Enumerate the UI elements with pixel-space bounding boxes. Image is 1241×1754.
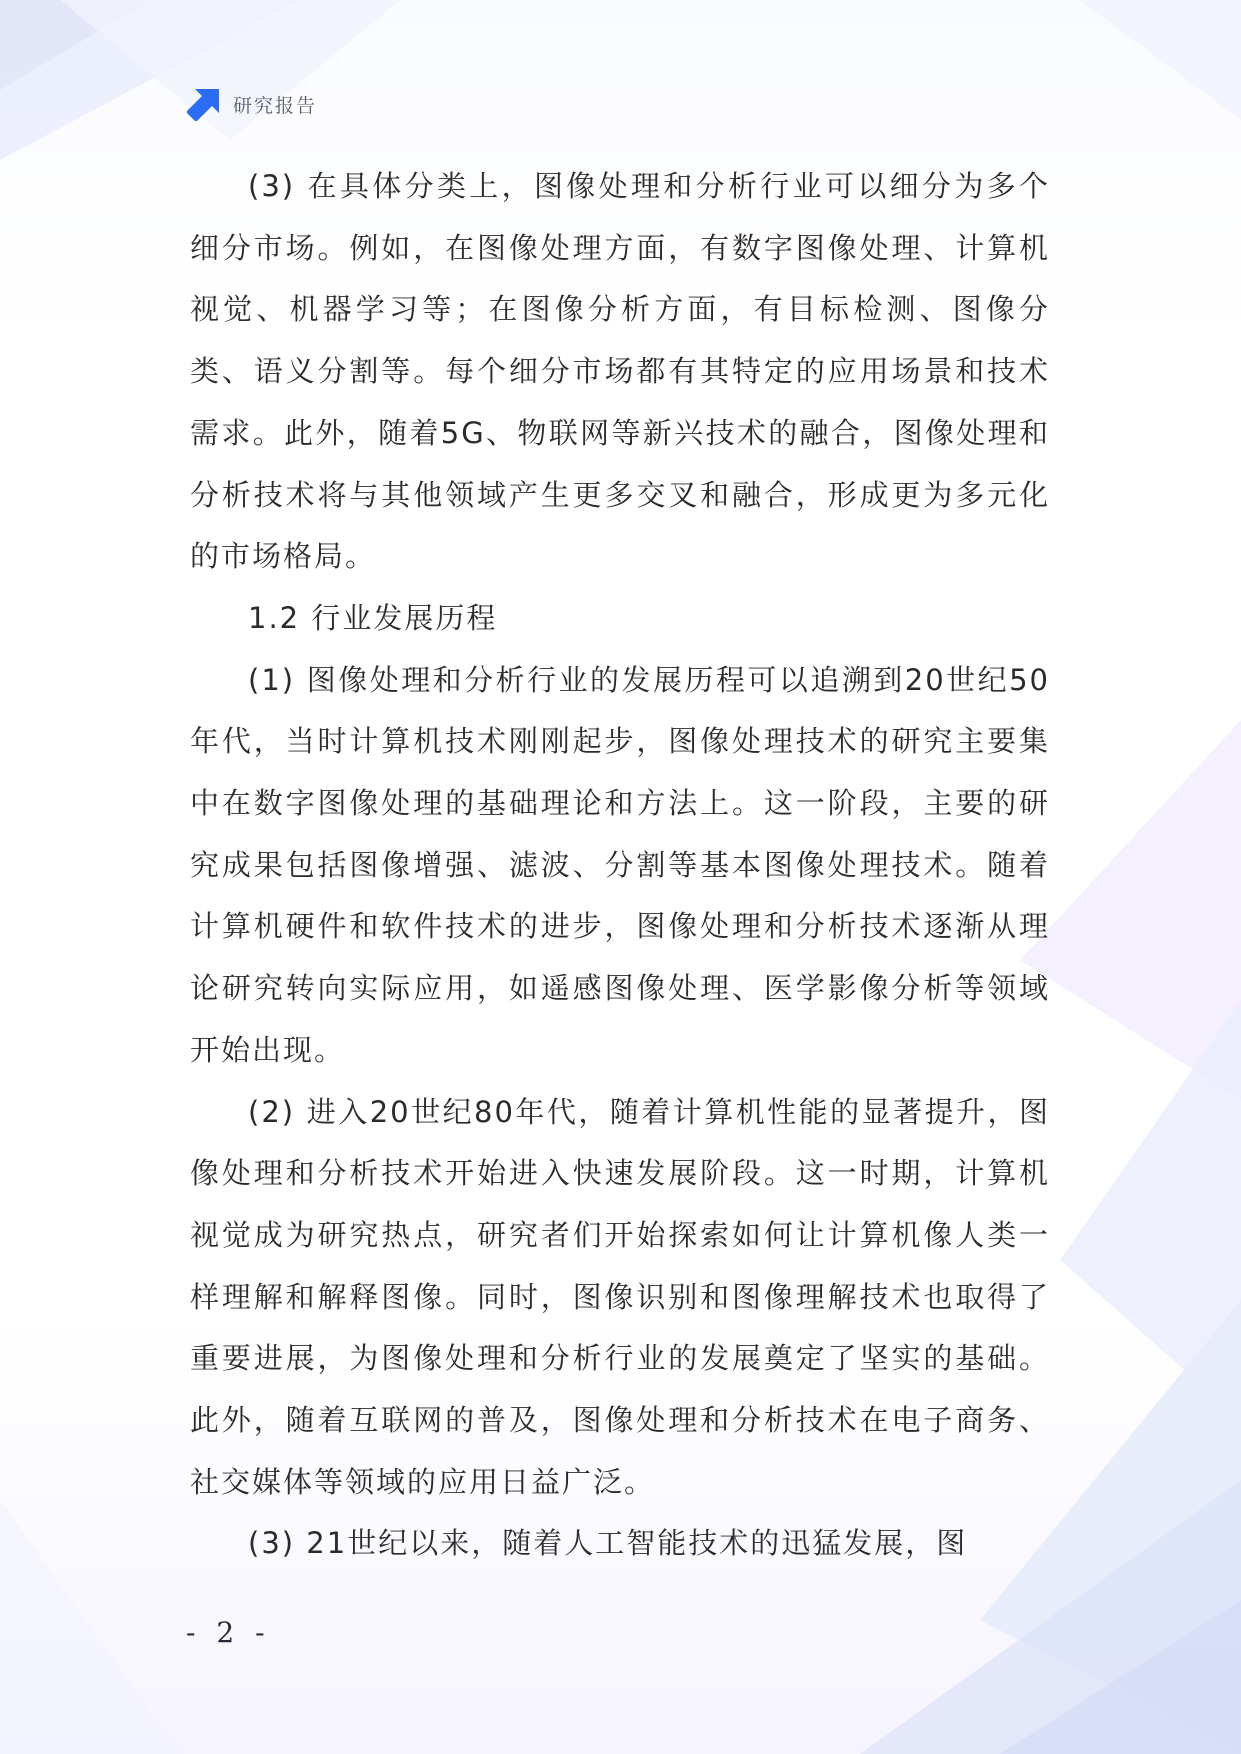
paragraph-history-1980s: (2) 进入20世纪80年代，随着计算机性能的显著提升，图像处理和分析技术开始进入快速发展阶段。这一时期，计算机视觉成为研究热点，研究者们开始探索如何让计算机像人类一样理解和解释图像。同时，图像识别和图像理解技术也取得了重要进展，为图像处理和分析行业的发展奠定了坚实的基础。此外，随着互联网的普及，图像处理和分析技术在电子商务、社交媒体等领域的应用日益广泛。 (190, 1094, 1050, 1499)
paragraph-history-origins: (1) 图像处理和分析行业的发展历程可以追溯到20世纪50年代，当时计算机技术刚刚起步，图像处理技术的研究主要集中在数字图像处理的基础理论和方法上。这一阶段，主要的研究成果包括图像增强、滤波、分割等基本图像处理技术。随着计算机硬件和软件技术的进步，图像处理和分析技术逐渐从理论研究转向实际应用，如遥感图像处理、医学影像分析等领域开始出现。 (190, 662, 1050, 1067)
report-header-title: 研究报告 (233, 94, 318, 117)
report-header (187, 86, 317, 122)
paragraph-market-segments: (3) 在具体分类上，图像处理和分析行业可以细分为多个细分市场。例如，在图像处理方面，有数字图像处理、计算机视觉、机器学习等；在图像分析方面，有目标检测、图像分类、语义分割等。每个细分市场都有其特定的应用场景和技术需求。此外，随着5G、物联网等新兴技术的融合，图像处理和分析技术将与其他领域产生更多交叉和融合，形成更为多元化的市场格局。 (190, 169, 1050, 574)
section-heading: 1.2 行业发展历程 (248, 600, 498, 635)
page-number: - 2 - (186, 1616, 271, 1649)
document-body (190, 156, 1050, 1575)
diagonal-arrow-icon (187, 87, 221, 121)
paragraph-history-21st-century: (3) 21世纪以来，随着人工智能技术的迅猛发展，图 (248, 1526, 968, 1561)
